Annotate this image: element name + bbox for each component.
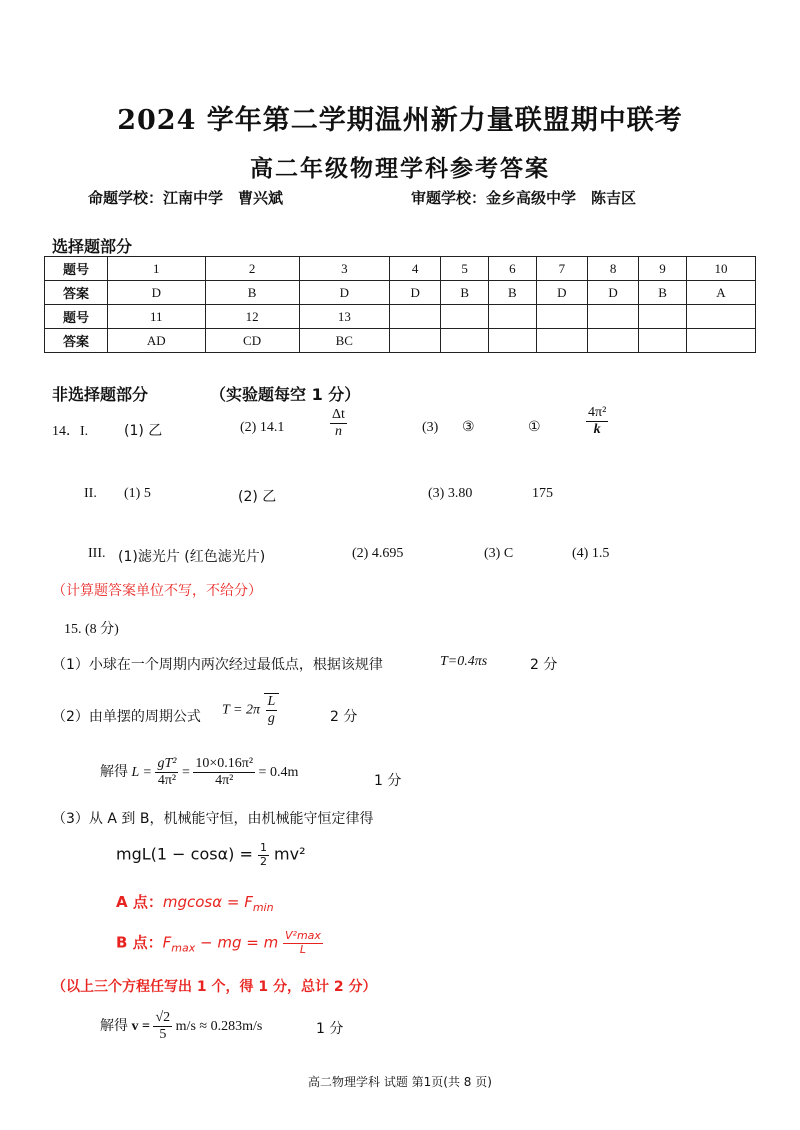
table-cell: B — [489, 281, 537, 305]
table-cell — [536, 305, 587, 329]
q14-iii-label: III. — [88, 546, 106, 561]
frac-den: n — [334, 424, 342, 440]
point-b-sub: max — [171, 941, 196, 955]
frac-den: 5 — [159, 1027, 167, 1043]
velocity-result: m/s ≈ 0.283m/s — [175, 1018, 263, 1034]
q14-i-3: (3) — [422, 420, 439, 435]
frac-den: 4π² — [215, 773, 234, 789]
frac-den: L — [299, 942, 307, 956]
table-cell — [639, 305, 687, 329]
table-cell: 4 — [390, 257, 441, 281]
table-cell: 7 — [536, 257, 587, 281]
q14-i-3a: ③ — [462, 419, 475, 435]
a-label: 答案 — [45, 281, 108, 305]
q14-i-1: (1) 乙 — [124, 423, 163, 439]
table-cell — [639, 329, 687, 353]
table-cell: 12 — [205, 305, 299, 329]
table-cell: D — [299, 281, 389, 305]
frac-num: 1 — [259, 841, 267, 854]
reviewer-info: 审题学校：金乡高级中学 陈吉区 — [411, 189, 637, 207]
q14-iii-4: (4) 1.5 — [572, 546, 610, 561]
table-cell: D — [536, 281, 587, 305]
nonmc-section-title: 非选择题部分 — [52, 385, 149, 404]
q15-line5-score: 1 分 — [316, 1021, 344, 1037]
answer-table — [44, 256, 756, 353]
q14-i-3b: ① — [528, 419, 541, 435]
energy-rhs: mv² — [274, 844, 306, 864]
frac-num: V²max — [285, 929, 321, 942]
q14-i-2: (2) 14.1 — [240, 420, 285, 435]
table-cell — [489, 329, 537, 353]
period-formula: T = 2π — [222, 702, 260, 718]
frac-den: g — [267, 711, 275, 727]
q-label: 题号 — [45, 305, 108, 329]
q14-ii-label: II. — [84, 486, 97, 501]
q15-line1-eq: T=0.4πs — [440, 654, 488, 669]
q15-line4: （3）从 A 到 B，机械能守恒，由机械能守恒定律得 — [52, 811, 374, 827]
table-row — [45, 329, 756, 353]
table-cell: D — [108, 281, 206, 305]
table-cell: 9 — [639, 257, 687, 281]
q15-head: 15. (8 分) — [64, 622, 119, 637]
q15-line2-eq — [222, 693, 279, 727]
table-cell: B — [205, 281, 299, 305]
table-cell — [441, 329, 489, 353]
page-footer: 高二物理学科 试题 第1页(共 8 页) — [308, 1075, 492, 1089]
mc-section-title: 选择题部分 — [52, 237, 133, 256]
table-cell: CD — [205, 329, 299, 353]
table-cell: 11 — [108, 305, 206, 329]
table-cell: 2 — [205, 257, 299, 281]
table-row — [45, 281, 756, 305]
frac-num: 10×0.16π² — [193, 756, 255, 773]
frac-den: 4π² — [157, 773, 177, 789]
q15-line1-score: 2 分 — [530, 657, 558, 673]
eq-point-a — [116, 891, 274, 914]
point-b-label: B 点： — [116, 933, 163, 952]
q15-line2: （2）由单摆的周期公式 — [52, 709, 201, 725]
q15-line3-score: 1 分 — [374, 773, 402, 789]
q14-ii-1: (1) 5 — [124, 486, 151, 501]
table-cell — [390, 305, 441, 329]
velocity-eq: v = — [131, 1018, 150, 1034]
frac-num: L — [266, 694, 278, 711]
length-eq: L = — [131, 764, 152, 780]
table-cell: D — [390, 281, 441, 305]
nonmc-note: （实验题每空 1 分） — [210, 385, 361, 404]
table-cell — [390, 329, 441, 353]
q15-line1: （1）小球在一个周期内两次经过最低点，根据该规律 — [52, 657, 383, 673]
setter-info: 命题学校：江南中学 曹兴斌 — [88, 189, 284, 207]
table-cell: 5 — [441, 257, 489, 281]
table-cell: D — [587, 281, 638, 305]
length-result: = 0.4m — [258, 764, 299, 780]
energy-lhs: mgL(1 − cosα) = — [116, 844, 253, 864]
solve-label: 解得 — [100, 763, 128, 780]
q14-ii-2: (2) 乙 — [238, 489, 277, 505]
table-row — [45, 305, 756, 329]
q14-iii-1: (1)滤光片 (红色滤光片) — [118, 549, 266, 565]
q14-iii-2: (2) 4.695 — [352, 546, 404, 561]
table-cell — [489, 305, 537, 329]
table-cell — [441, 305, 489, 329]
q14-i-2-fraction — [330, 407, 347, 440]
table-cell — [686, 329, 755, 353]
q14-i-3-fraction — [586, 405, 608, 438]
table-cell — [587, 305, 638, 329]
point-a-eq: mgcosα = F — [162, 893, 253, 911]
q15-line3: 解得 L = $\frac{\text{gT²}}{\text{4π²}}$ = $\frac{\text{10×0.16π²}}{\text{4π²}}$ = 0.4m — [100, 756, 299, 789]
point-b-mid: − mg = m — [195, 933, 279, 952]
point-a-label: A 点： — [116, 893, 163, 911]
eq-point-b — [116, 930, 323, 956]
table-cell: 13 — [299, 305, 389, 329]
table-cell: B — [441, 281, 489, 305]
page-title: 2024 学年第二学期温州新力量联盟期中联考 — [117, 105, 683, 136]
table-cell: 10 — [686, 257, 755, 281]
table-cell — [686, 305, 755, 329]
q14-iii-3: (3) C — [484, 546, 514, 561]
a-label: 答案 — [45, 329, 108, 353]
energy-equation — [116, 842, 306, 868]
table-cell: A — [686, 281, 755, 305]
page-subtitle: 高二年级物理学科参考答案 — [250, 155, 550, 182]
table-cell: 6 — [489, 257, 537, 281]
table-cell: AD — [108, 329, 206, 353]
q14-ii-3: (3) 3.80 — [428, 486, 473, 501]
frac-num: √2 — [153, 1010, 172, 1027]
q15-line2-score: 2 分 — [330, 709, 358, 725]
table-cell — [536, 329, 587, 353]
table-row — [45, 257, 756, 281]
calc-note: （计算题答案单位不写，不给分） — [52, 583, 262, 599]
table-cell: 8 — [587, 257, 638, 281]
table-cell: 3 — [299, 257, 389, 281]
frac-num: 4π² — [586, 405, 608, 422]
solve-label: 解得 — [100, 1017, 128, 1034]
q15-line5 — [100, 1010, 262, 1043]
table-cell: BC — [299, 329, 389, 353]
table-cell — [587, 329, 638, 353]
table-cell: 1 — [108, 257, 206, 281]
frac-num: Δt — [330, 407, 347, 424]
point-a-sub: min — [252, 901, 274, 914]
q14-number: 14．I. — [52, 424, 89, 439]
q-label: 题号 — [45, 257, 108, 281]
equation-note: （以上三个方程任写出 1 个，得 1 分，总计 2 分） — [52, 979, 377, 995]
frac-num: gT² — [155, 756, 178, 773]
q14-ii-3b: 175 — [532, 486, 553, 501]
frac-den: 2 — [259, 854, 267, 868]
point-b-f: F — [162, 933, 172, 952]
frac-den: k — [593, 422, 601, 438]
table-cell: B — [639, 281, 687, 305]
